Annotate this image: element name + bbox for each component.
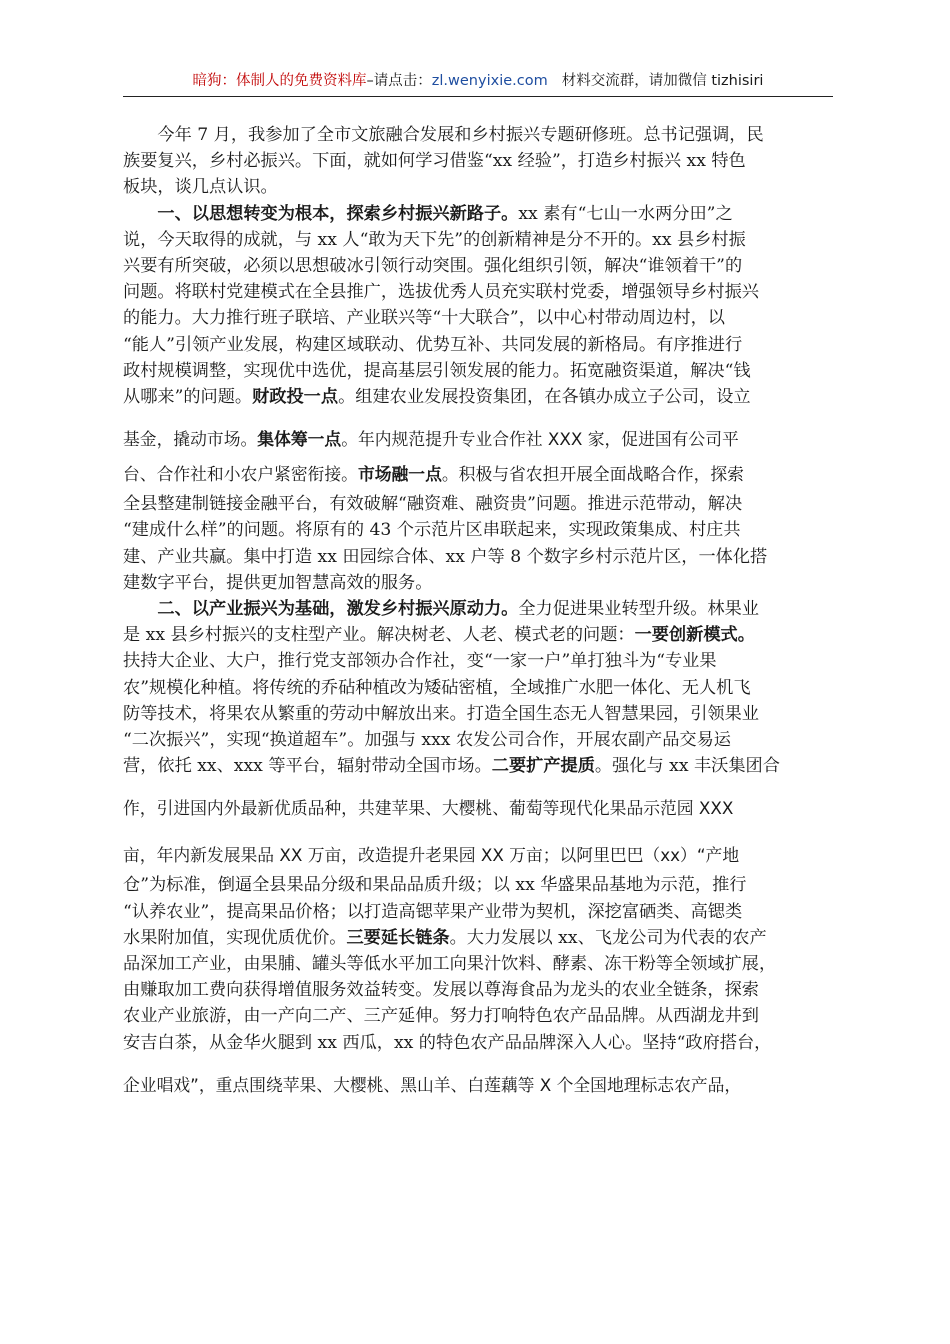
text-line: 建数字平台，提供更加智慧高效的服务。 xyxy=(123,572,433,593)
bold-phrase: 财政投一点 xyxy=(252,387,339,408)
text-line: 亩，年内新发展果品 XX 万亩，改造提升老果园 XX 万亩；以阿里巴巴（xx）“产地 xyxy=(123,844,740,865)
text-line: 仓”为标准，倒逼全县果品分级和果品品质升级；以 xx 华盛果品基地为示范，推行 xyxy=(123,875,747,896)
text-line: “能人”引领产业发展，构建区域联动、优势互补、共同发展的新格局。有序推进行 xyxy=(123,334,743,355)
bold-phrase: 三要延长链条 xyxy=(346,927,450,948)
text-line: 族要复兴，乡村必振兴。下面，就如何学习借鉴“xx 经验”，打造乡村振兴 xx 特色 xyxy=(123,151,746,172)
section-heading: 一、以思想转变为根本，探索乡村振兴新路子。 xyxy=(157,203,519,224)
text-line: 企业唱戏”，重点围绕苹果、大樱桃、黑山羊、白莲藕等 X 个全国地理标志农产品， xyxy=(123,1074,742,1095)
text-line: “二次振兴”，实现“换道超车”。加强与 xxx 农发公司合作，开展农副产品交易运 xyxy=(123,730,731,751)
text-line: 建、产业共赢。集中打造 xx 田园综合体、xx 户等 8 个数字乡村示范片区，一体化搭 xyxy=(123,546,768,567)
text-line: 扶持大企业、大户，推行党支部领办合作社，变“一家一户”单打独斗为“专业果 xyxy=(123,651,717,672)
text-line: 全县整建制链接金融平台，有效破解“融资难、融资贵”问题。推进示范带动，解决 xyxy=(123,494,743,515)
text-line: 品深加工产业，由果脯、罐头等低水平加工向果汁饮料、酵素、冻干粉等全领域扩展， xyxy=(123,954,777,975)
bold-phrase: 集体筹一点 xyxy=(257,429,342,450)
page-header xyxy=(123,70,833,92)
bold-phrase: 一要创新模式。 xyxy=(634,625,755,646)
text-line: 营，依托 xx、xxx 等平台，辐射带动全国市场。二要扩产提质。强化与 xx 丰沃集团合 xyxy=(123,756,780,777)
text-line: 全力促进果业转型升级。林果业 xyxy=(518,599,759,620)
text-line: 作，引进国内外最新优质品种，共建苹果、大樱桃、葡萄等现代化果品示范园 XXX xyxy=(123,798,734,819)
header-divider xyxy=(123,96,833,97)
bold-phrase: 二要扩产提质 xyxy=(491,756,595,777)
text-line: 的能力。大力推行班子联培、产业联兴等“十大联合”，以中心村带动周边村，以 xyxy=(123,308,725,329)
text-line: 问题。将联村党建模式在全县推广，选拔优秀人员充实联村党委，增强领导乡村振兴 xyxy=(123,282,759,303)
section-heading: 二、以产业振兴为基础，激发乡村振兴原动力。 xyxy=(157,599,519,620)
text-line: 农业产业旅游，由一产向二产、三产延伸。努力打响特色农产品品牌。从西湖龙井到 xyxy=(123,1006,759,1027)
text-line: 政村规模调整，实现优中选优，提高基层引领发展的能力。拓宽融资渠道，解决“钱 xyxy=(123,360,751,381)
text-line: 今年 7 月，我参加了全市文旅融合发展和乡村振兴专题研修班。总书记强调，民 xyxy=(157,125,764,145)
text-line: 台、合作社和小农户紧密衔接。市场融一点。积极与省农担开展全面战略合作，探索 xyxy=(123,463,744,484)
paragraph-section-2 xyxy=(123,596,833,1102)
text-line: 由赚取加工费向获得增值服务效益转变。发展以尊海食品为龙头的农业全链条，探索 xyxy=(123,980,759,1001)
text-line: 安吉白茶，从金华火腿到 xx 西瓜，xx 的特色农产品品牌深入人心。坚持“政府搭台， xyxy=(123,1032,772,1053)
text-line: 从哪来”的问题。财政投一点。组建农业发展投资集团，在各镇办成立子公司，设立 xyxy=(123,387,751,408)
site-name: 暗狗：体制人的免费资料库 xyxy=(192,73,367,89)
site-link[interactable]: zl.wenyixie.com xyxy=(431,73,548,89)
text-line: 板块，谈几点认识。 xyxy=(123,177,278,198)
text-line: 水果附加值，实现优质优价。三要延长链条。大力发展以 xx、飞龙公司为代表的农产 xyxy=(123,927,767,948)
text-line: “认养农业”，提高果品价格；以打造高锶苹果产业带为契机，深挖富硒类、高锶类 xyxy=(123,901,743,922)
text-line: 基金，撬动市场。集体筹一点。年内规范提升专业合作社 XXX 家，促进国有公司平 xyxy=(123,429,739,450)
paragraph-intro xyxy=(123,122,833,201)
header-prompt: –请点击： xyxy=(366,73,432,89)
text-line: 防等技术，将果农从繁重的劳动中解放出来。打造全国生态无人智慧果园，引领果业 xyxy=(123,703,759,724)
text-line: “建成什么样”的问题。将原有的 43 个示范片区串联起来，实现政策集成、村庄共 xyxy=(123,520,741,541)
paragraph-section-1 xyxy=(123,201,833,596)
document-body xyxy=(123,122,833,1102)
contact-note: 材料交流群，请加微信 tizhisiri xyxy=(561,73,764,89)
text-line: 农”规模化种植。将传统的乔砧种植改为矮砧密植，全域推广水肥一体化、无人机飞 xyxy=(123,677,751,698)
bold-phrase: 市场融一点 xyxy=(357,463,442,484)
text-line: 是 xx 县乡村振兴的支柱型产业。解决树老、人老、模式老的问题：一要创新模式。 xyxy=(123,625,755,646)
text-line: 兴要有所突破，必须以思想破冰引领行动突围。强化组织引领，解决“谁领着干”的 xyxy=(123,256,743,277)
text-line: xx 素有“七山一水两分田”之 xyxy=(518,203,733,224)
text-line: 说，今天取得的成就，与 xx 人“敢为天下先”的创新精神是分不开的。xx 县乡村振 xyxy=(123,229,746,250)
